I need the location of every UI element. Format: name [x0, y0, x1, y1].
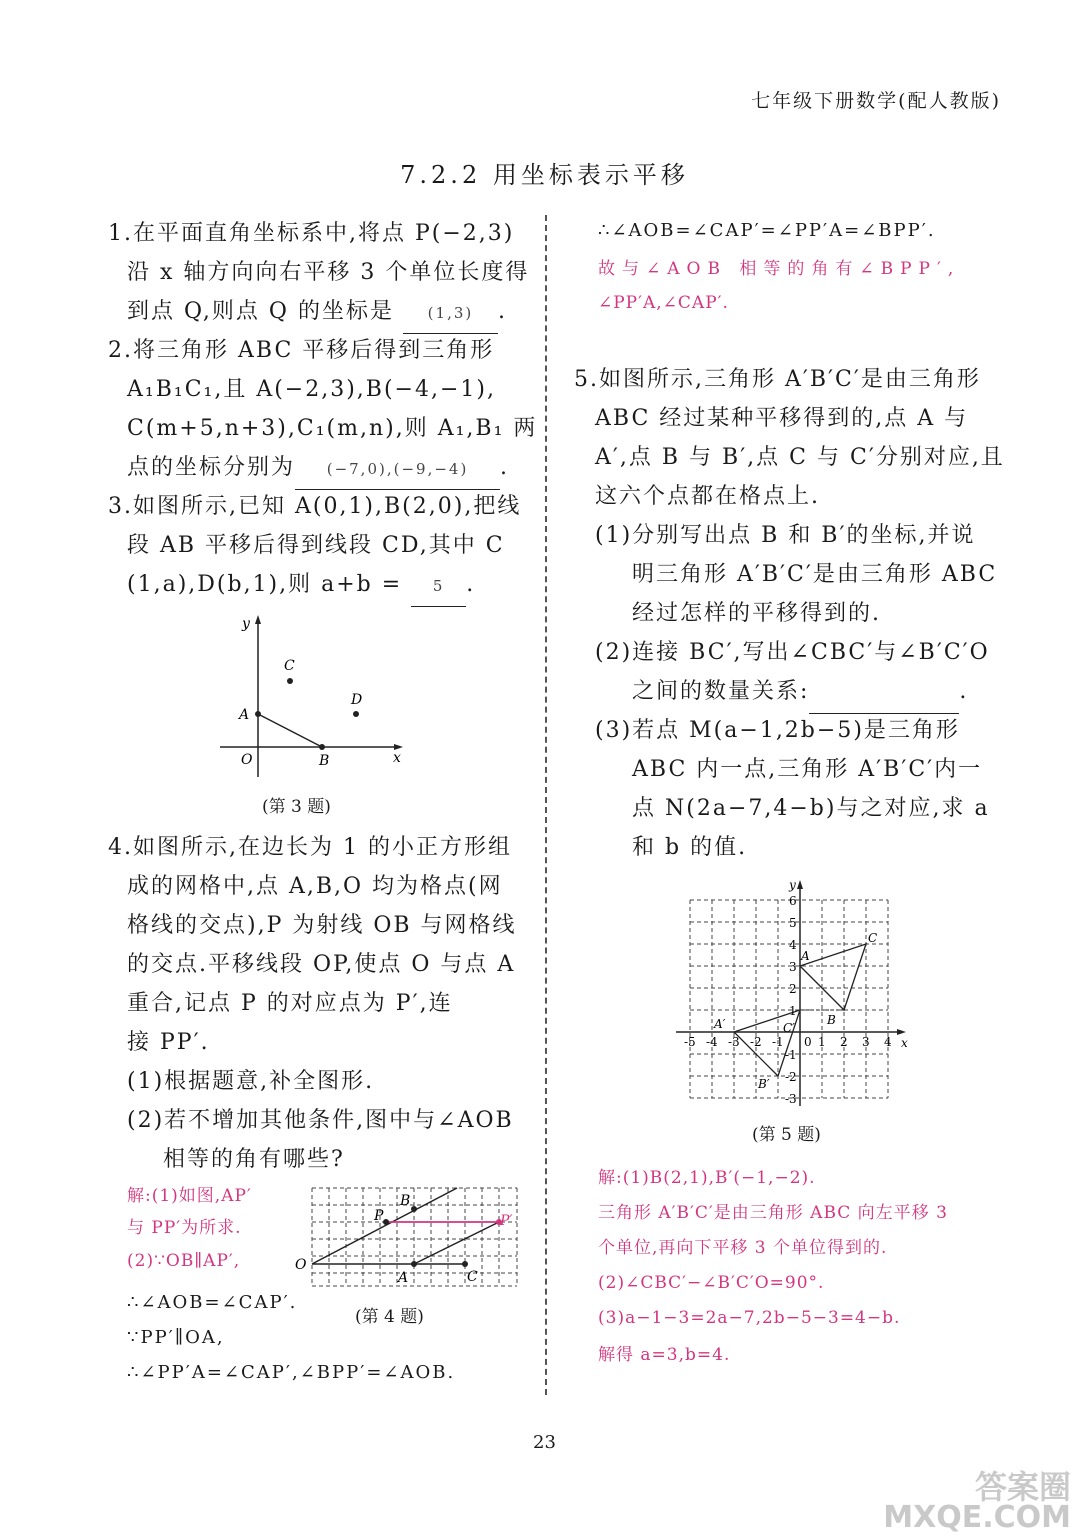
q4-line-4: 的交点.平移线段 OP,使点 O 与点 A	[127, 952, 516, 977]
q5-label-b: B	[827, 1013, 836, 1027]
q5-ytick: 5	[789, 916, 797, 930]
q5-solution-3: 个单位,再向下平移 3 个单位得到的.	[598, 1238, 888, 1258]
q2-line-4: 点的坐标分别为 (−7,0),(−9,−4) .	[127, 448, 509, 490]
q4-cont-pink-1: 故与∠AOB 相等的角有∠BPP′,	[598, 259, 961, 279]
q3-line-1: 3.如图所示,已知 A(0,1),B(2,0),把线	[108, 494, 522, 519]
q5-figure	[672, 876, 912, 1110]
q5-xtick: -5	[684, 1035, 696, 1049]
q3-label-y: y	[242, 616, 250, 632]
q5-solution-6: 解得 a=3,b=4.	[598, 1345, 731, 1365]
column-divider	[545, 215, 547, 1395]
q5-label-a: A	[801, 949, 810, 963]
q4-label-a: A	[398, 1270, 409, 1286]
q2-line-2: A₁B₁C₁,且 A(−2,3),B(−4,−1),	[127, 377, 496, 402]
q4-label-p: P	[374, 1208, 384, 1224]
q4-line-7: (1)根据题意,补全图形.	[127, 1069, 375, 1094]
q5-line-5: (1)分别写出点 B 和 B′的坐标,并说	[595, 523, 976, 548]
q4-solution-2: 与 PP′为所求.	[127, 1218, 242, 1238]
q5-line-7: 经过怎样的平移得到的.	[632, 601, 881, 626]
q5-ytick: 2	[789, 982, 797, 996]
q3-label-a: A	[239, 707, 250, 723]
q4-solution-6: ∴∠PP′A=∠CAP′,∠BPP′=∠AOB.	[127, 1362, 456, 1383]
q5-ytick: -2	[785, 1070, 797, 1084]
q5-label-a-prime: A′	[714, 1017, 726, 1031]
q4-caption: (第 4 题)	[355, 1307, 424, 1327]
q4-label-c: C	[467, 1269, 478, 1285]
q3-caption: (第 3 题)	[262, 797, 331, 817]
q5-line-8: (2)连接 BC′,写出∠CBC′与∠B′C′O	[595, 640, 990, 665]
q5-xtick: 2	[840, 1035, 848, 1049]
q4-label-p-prime: P′	[500, 1213, 513, 1229]
q5-xtick: -4	[706, 1035, 718, 1049]
q4-line-3: 格线的交点),P 为射线 OB 与网格线	[127, 913, 517, 938]
q3-figure	[215, 612, 415, 792]
q5-line-4: 这六个点都在格点上.	[595, 484, 820, 509]
q5-xtick: -1	[772, 1035, 784, 1049]
q4-label-o: O	[295, 1257, 307, 1273]
q5-ytick: 1	[789, 1004, 797, 1018]
q5-label-c: C	[868, 931, 878, 945]
q4-cont-pink-2: ∠PP′A,∠CAP′.	[598, 293, 729, 313]
q5-xtick: 1	[818, 1035, 826, 1049]
q5-line-10: (3)若点 M(a−1,2b−5)是三角形	[595, 718, 960, 743]
watermark-logo: 答案圈	[974, 1468, 1071, 1506]
q5-solution-4: (2)∠CBC′−∠B′C′O=90°.	[598, 1273, 825, 1293]
watermark-url: MXQE.COM	[883, 1500, 1071, 1535]
q4-line-6: 接 PP′.	[127, 1030, 210, 1055]
q3-label-b: B	[319, 753, 330, 769]
q5-xtick: -2	[750, 1035, 762, 1049]
q4-line-1: 4.如图所示,在边长为 1 的小正方形组	[108, 835, 512, 860]
q5-ytick: 6	[789, 894, 797, 908]
q2-line-1: 2.将三角形 ABC 平移后得到三角形	[108, 338, 495, 363]
q5-label-b-prime: B′	[758, 1077, 770, 1091]
q5-line-1: 5.如图所示,三角形 A′B′C′是由三角形	[574, 367, 981, 392]
q4-solution-5: ∵PP′∥OA,	[127, 1327, 225, 1348]
q5-label-x: x	[901, 1036, 908, 1050]
q5-line-3: A′,点 B 与 B′,点 C 与 C′分别对应,且	[595, 445, 1005, 470]
q5-xtick: -3	[728, 1035, 740, 1049]
q4-solution-1: 解:(1)如图,AP′	[127, 1186, 252, 1206]
q4-solution-3: (2)∵OB∥AP′,	[127, 1251, 241, 1271]
q5-line-12: 点 N(2a−7,4−b)与之对应,求 a	[632, 796, 990, 821]
q5-xtick: 4	[884, 1035, 892, 1049]
q1-answer: (1,3)	[403, 294, 498, 334]
q5-label-c-prime: C′	[783, 1021, 795, 1035]
q4-cont-black: ∴∠AOB=∠CAP′=∠PP′A=∠BPP′.	[598, 220, 936, 241]
q3-line-3: (1,a),D(b,1),则 a+b = 5 .	[127, 565, 475, 607]
q5-solution-2: 三角形 A′B′C′是由三角形 ABC 向左平移 3	[598, 1203, 948, 1223]
q3-label-x: x	[393, 750, 401, 766]
q5-ytick: -1	[785, 1048, 797, 1062]
q5-ytick: 4	[789, 938, 797, 952]
q2-answer: (−7,0),(−9,−4)	[295, 450, 500, 490]
q5-line-11: ABC 内一点,三角形 A′B′C′内一	[632, 757, 983, 782]
q5-xtick: 3	[862, 1035, 870, 1049]
q1-line-1: 1.在平面直角坐标系中,将点 P(−2,3)	[108, 221, 515, 246]
q5-xtick: 0	[804, 1035, 812, 1049]
q3-label-o: O	[241, 752, 253, 768]
q5-solution-1: 解:(1)B(2,1),B′(−1,−2).	[598, 1168, 816, 1188]
section-title: 7.2.2 用坐标表示平移	[400, 161, 689, 189]
q5-blank	[809, 674, 959, 714]
q5-line-13: 和 b 的值.	[632, 835, 748, 860]
q3-line-2: 段 AB 平移后得到线段 CD,其中 C	[127, 533, 505, 558]
q5-line-9: 之间的数量关系: .	[632, 672, 968, 714]
q1-line-2: 沿 x 轴方向向右平移 3 个单位长度得	[127, 260, 530, 285]
q5-ytick: 3	[789, 960, 797, 974]
q4-line-5: 重合,记点 P 的对应点为 P′,连	[127, 991, 453, 1016]
q3-answer: 5	[411, 567, 466, 607]
q5-line-6: 明三角形 A′B′C′是由三角形 ABC	[632, 562, 998, 587]
q5-solution-5: (3)a−1−3=2a−7,2b−5−3=4−b.	[598, 1308, 901, 1328]
q4-solution-4: ∴∠AOB=∠CAP′.	[127, 1292, 298, 1313]
q5-ytick: -3	[785, 1092, 797, 1106]
q4-label-b: B	[400, 1193, 411, 1209]
q5-line-2: ABC 经过某种平移得到的,点 A 与	[595, 406, 969, 431]
q5-label-y: y	[789, 878, 796, 892]
q1-line-3: 到点 Q,则点 Q 的坐标是 (1,3) .	[127, 292, 507, 334]
q4-line-8: (2)若不增加其他条件,图中与∠AOB	[127, 1108, 514, 1133]
q5-caption: (第 5 题)	[752, 1125, 821, 1145]
q4-line-2: 成的网格中,点 A,B,O 均为格点(网	[127, 874, 503, 899]
q2-line-3: C(m+5,n+3),C₁(m,n),则 A₁,B₁ 两	[127, 416, 538, 441]
q3-label-d: D	[351, 692, 363, 708]
q3-label-c: C	[284, 658, 295, 674]
running-header: 七年级下册数学(配人教版)	[751, 90, 1001, 112]
page-number: 23	[533, 1432, 556, 1453]
q4-line-9: 相等的角有哪些?	[163, 1147, 345, 1172]
q4-figure	[290, 1184, 522, 1296]
